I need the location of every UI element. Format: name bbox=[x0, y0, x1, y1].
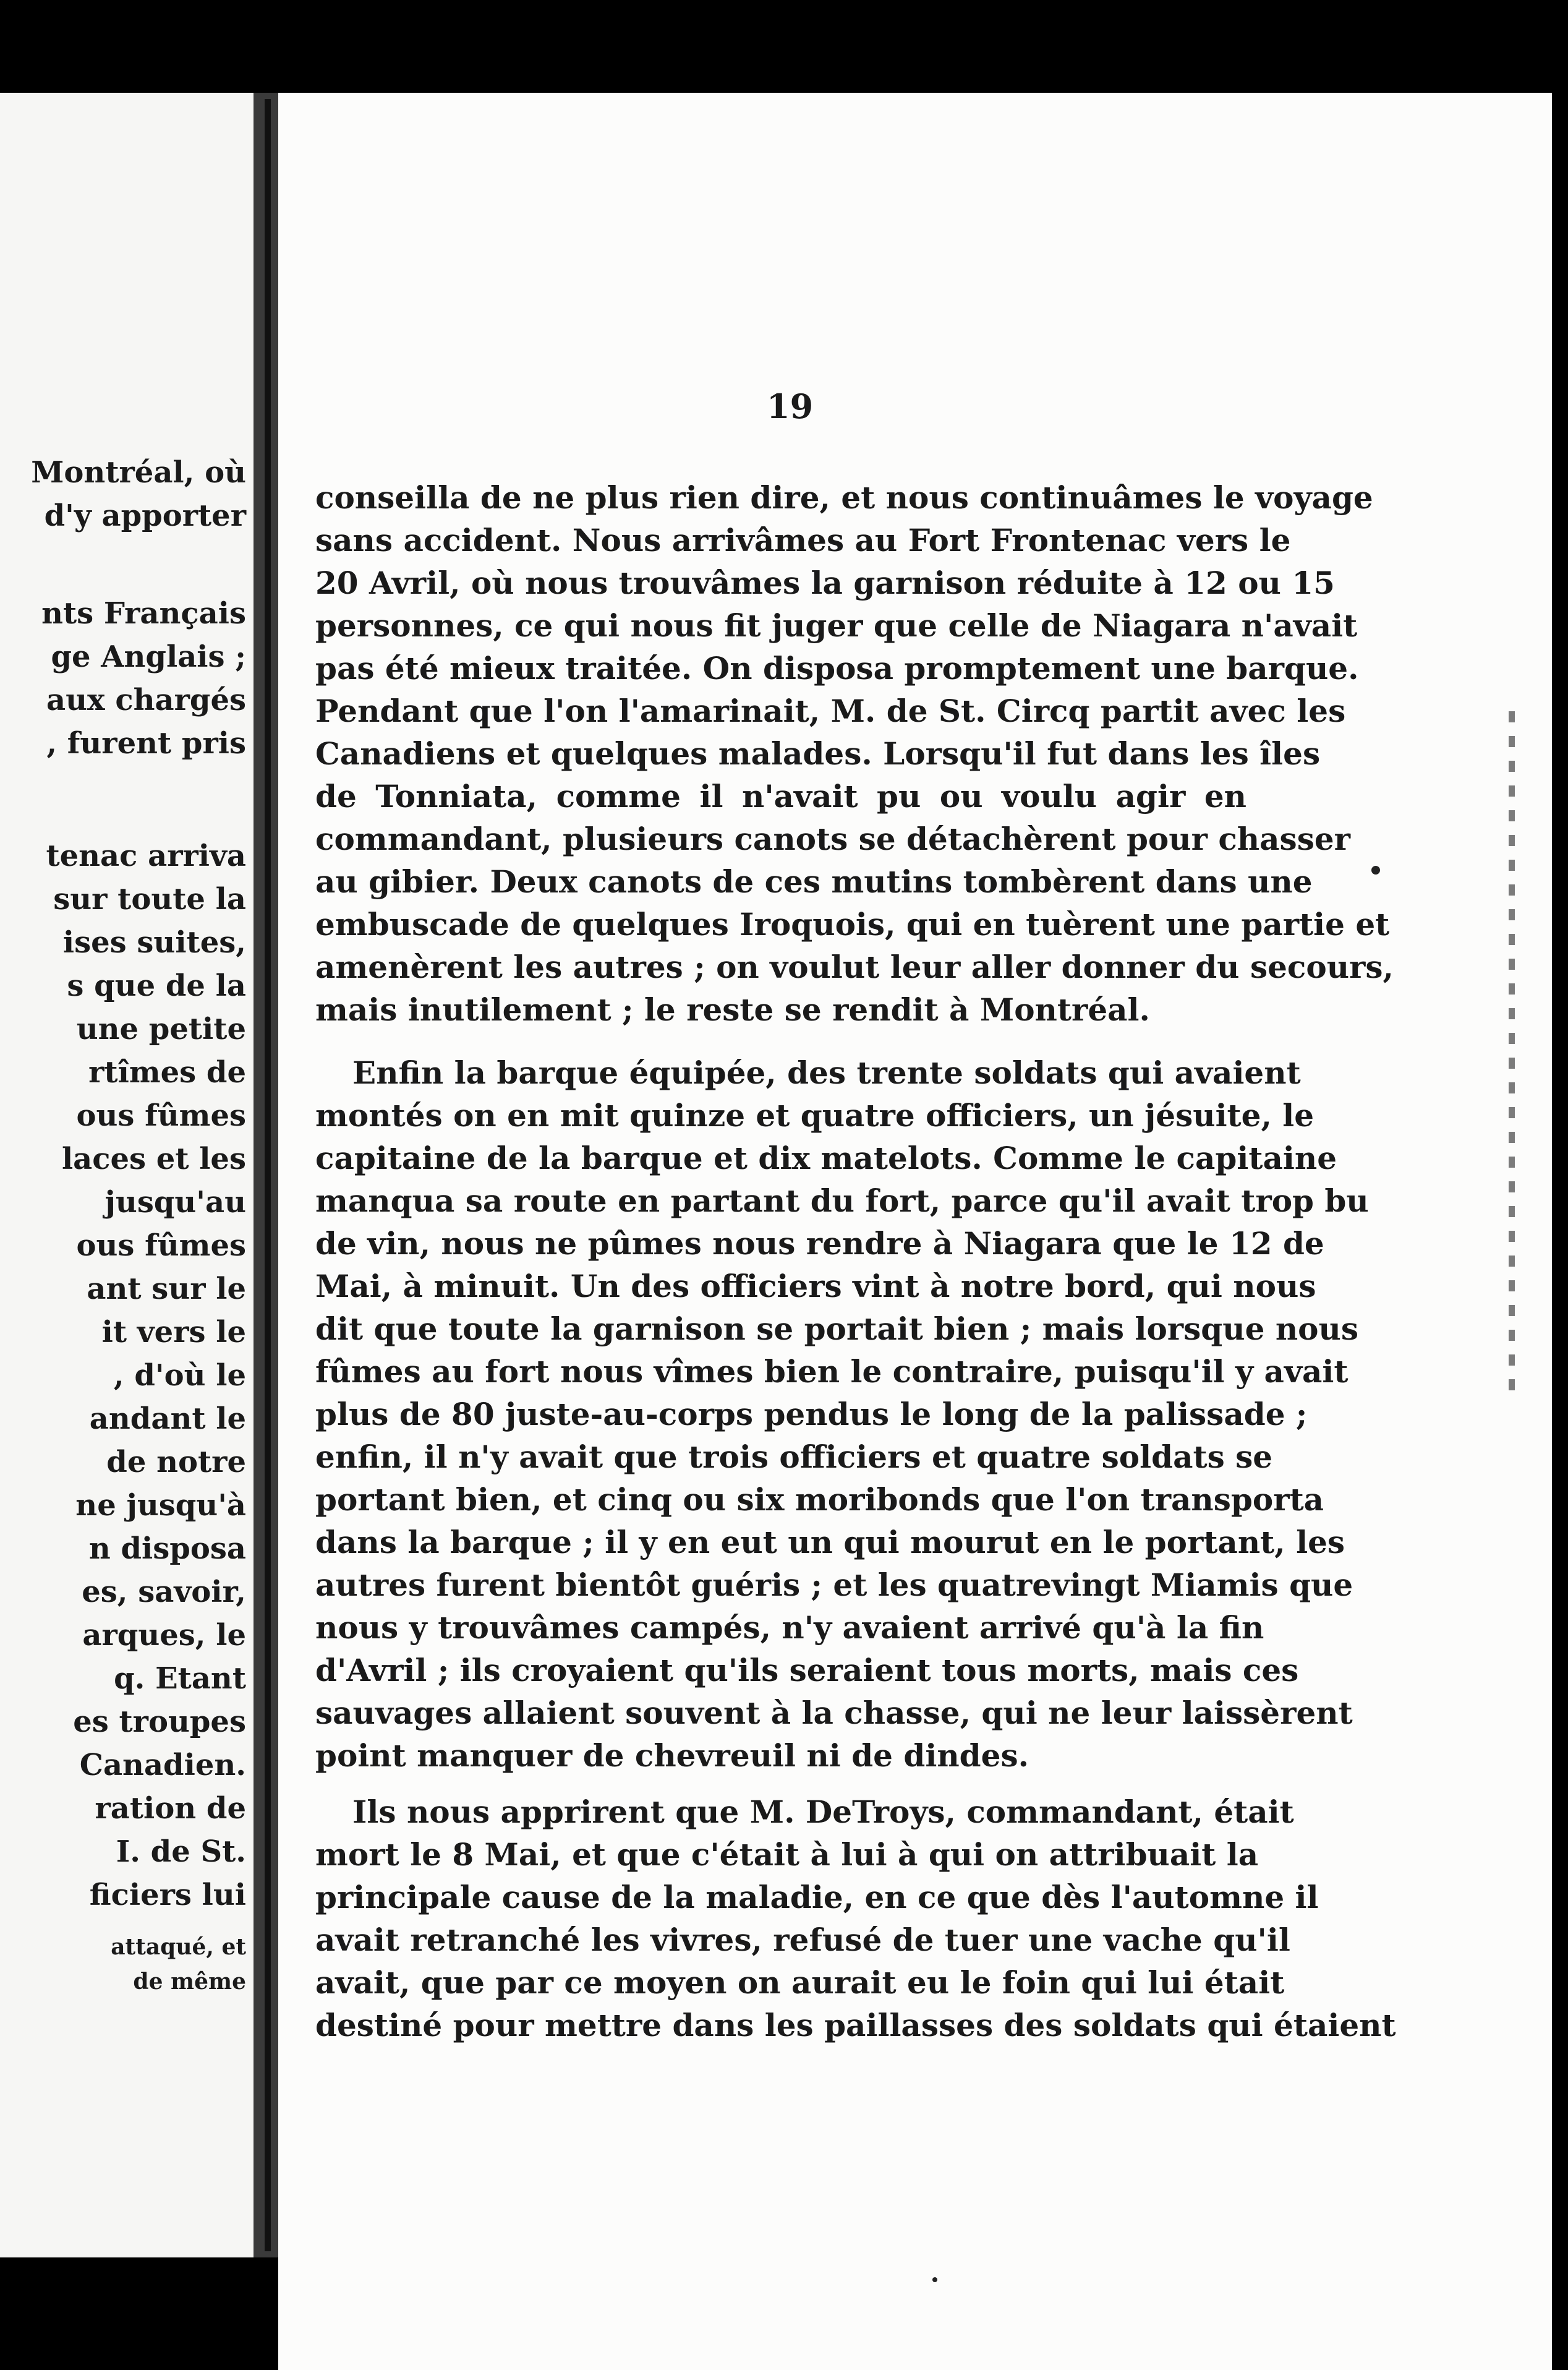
facing-page-line: , d'où le bbox=[113, 1358, 246, 1393]
text-line: Canadiens et quelques malades. Lorsqu'il fut dans les îles bbox=[315, 735, 1321, 772]
facing-page-line: jusqu'au bbox=[104, 1185, 246, 1220]
facing-page-line: d'y apporter bbox=[44, 498, 246, 533]
paragraph-1 bbox=[315, 476, 1394, 1031]
text-line: embuscade de quelques Iroquois, qui en tuèrent une partie et bbox=[315, 906, 1390, 943]
facing-page-line: ficiers lui bbox=[89, 1878, 246, 1912]
facing-page-line: laces et les bbox=[61, 1142, 246, 1176]
facing-page-line: ises suites, bbox=[62, 925, 246, 960]
facing-page-footnote: de même bbox=[133, 1969, 246, 1995]
facing-page-line: it vers le bbox=[101, 1315, 246, 1350]
text-line: Pendant que l'on l'amarinait, M. de St. Circq partit avec les bbox=[315, 693, 1346, 729]
book-spine-shadow bbox=[265, 99, 271, 2251]
text-line: point manquer de chevreuil ni de dindes. bbox=[315, 1737, 1029, 1774]
text-line: personnes, ce qui nous fit juger que celle de Niagara n'avait bbox=[315, 607, 1358, 644]
text-line: manqua sa route en partant du fort, parce qu'il avait trop bu bbox=[315, 1183, 1369, 1219]
facing-page-line: ge Anglais ; bbox=[51, 640, 246, 674]
facing-page-line: une petite bbox=[76, 1012, 246, 1046]
facing-page-line: s que de la bbox=[67, 969, 246, 1003]
ink-speck bbox=[932, 2277, 937, 2282]
text-line: pas été mieux traitée. On disposa promptement une barque. bbox=[315, 650, 1359, 687]
facing-page-footnote: attaqué, et bbox=[111, 1934, 246, 1960]
text-line: dans la barque ; il y en eut un qui mourut en le portant, les bbox=[315, 1524, 1345, 1560]
text-line: mort le 8 Mai, et que c'était à lui à qui on attribuait la bbox=[315, 1836, 1259, 1873]
facing-page-line: Canadien. bbox=[79, 1748, 246, 1782]
text-line: principale cause de la maladie, en ce que dès l'automne il bbox=[315, 1879, 1319, 1915]
text-line: capitaine de la barque et dix matelots. Comme le capitaine bbox=[315, 1140, 1337, 1176]
text-line: Ils nous apprirent que M. DeTroys, commandant, était bbox=[352, 1794, 1294, 1830]
text-line: de Tonniata, comme il n'avait pu ou voulu agir en bbox=[315, 778, 1246, 815]
text-line: de vin, nous ne pûmes nous rendre à Niagara que le 12 de bbox=[315, 1225, 1324, 1262]
facing-page-line: rtîmes de bbox=[88, 1055, 246, 1090]
facing-page-line: aux chargés bbox=[46, 683, 246, 717]
text-line: fûmes au fort nous vîmes bien le contraire, puisqu'il y avait bbox=[315, 1353, 1349, 1390]
facing-page-line: arques, le bbox=[82, 1618, 246, 1653]
facing-page-line: Montréal, où bbox=[31, 455, 246, 490]
text-line: Mai, à minuit. Un des officiers vint à notre bord, qui nous bbox=[315, 1268, 1316, 1304]
facing-page-line: ration de bbox=[95, 1791, 246, 1826]
text-line: mais inutilement ; le reste se rendit à Montréal. bbox=[315, 991, 1150, 1028]
text-line: d'Avril ; ils croyaient qu'ils seraient tous morts, mais ces bbox=[315, 1652, 1299, 1688]
text-line: nous y trouvâmes campés, n'y avaient arrivé qu'à la fin bbox=[315, 1609, 1264, 1646]
text-line: sans accident. Nous arrivâmes au Fort Frontenac vers le bbox=[315, 522, 1291, 558]
paragraph-2 bbox=[315, 1051, 1369, 1777]
facing-page-line: andant le bbox=[89, 1401, 246, 1436]
text-line: commandant, plusieurs canots se détachèrent pour chasser bbox=[315, 821, 1350, 857]
facing-page-line: q. Etant bbox=[114, 1661, 246, 1696]
text-line: amenèrent les autres ; on voulut leur aller donner du secours, bbox=[315, 949, 1394, 985]
text-line: Enfin la barque équipée, des trente soldats qui avaient bbox=[352, 1055, 1301, 1091]
text-line: enfin, il n'y avait que trois officiers et quatre soldats se bbox=[315, 1439, 1273, 1475]
text-line: montés on en mit quinze et quatre officiers, un jésuite, le bbox=[315, 1097, 1314, 1134]
text-line: conseilla de ne plus rien dire, et nous continuâmes le voyage bbox=[315, 479, 1373, 516]
facing-page-line: de notre bbox=[106, 1445, 246, 1479]
text-line: avait retranché les vivres, refusé de tuer une vache qu'il bbox=[315, 1922, 1290, 1958]
facing-page-line: I. de St. bbox=[116, 1834, 246, 1869]
paragraph-3 bbox=[315, 1790, 1396, 2047]
text-line: sauvages allaient souvent à la chasse, qui ne leur laissèrent bbox=[315, 1695, 1353, 1731]
text-line: avait, que par ce moyen on aurait eu le foin qui lui était bbox=[315, 1964, 1285, 2001]
text-line: portant bien, et cinq ou six moribonds que l'on transporta bbox=[315, 1481, 1324, 1518]
facing-page-line: n disposa bbox=[88, 1531, 246, 1566]
facing-page-line: tenac arriva bbox=[46, 839, 246, 873]
text-line: dit que toute la garnison se portait bien ; mais lorsque nous bbox=[315, 1311, 1359, 1347]
facing-page-line: es, savoir, bbox=[82, 1575, 246, 1609]
text-line: plus de 80 juste-au-corps pendus le long de la palissade ; bbox=[315, 1396, 1308, 1432]
text-line: 20 Avril, où nous trouvâmes la garnison réduite à 12 ou 15 bbox=[315, 565, 1335, 601]
facing-page-line: , furent pris bbox=[46, 726, 246, 761]
bleed-through-marks bbox=[1509, 711, 1515, 1404]
facing-page-line: ous fûmes bbox=[76, 1228, 246, 1263]
facing-page-line: es troupes bbox=[73, 1705, 246, 1739]
facing-page-line: nts Français bbox=[41, 596, 246, 631]
facing-page-line: ne jusqu'à bbox=[75, 1488, 246, 1523]
text-line: au gibier. Deux canots de ces mutins tombèrent dans une bbox=[315, 863, 1313, 900]
ink-speck bbox=[1371, 866, 1380, 875]
facing-page bbox=[0, 93, 254, 2257]
text-line: destiné pour mettre dans les paillasses des soldats qui étaient bbox=[315, 2007, 1396, 2043]
text-line: autres furent bientôt guéris ; et les quatrevingt Miamis que bbox=[315, 1567, 1353, 1603]
facing-page-line: sur toute la bbox=[53, 882, 246, 917]
facing-page-line: ant sur le bbox=[87, 1272, 246, 1306]
facing-page-line: ous fûmes bbox=[76, 1098, 246, 1133]
page-number: 19 bbox=[767, 387, 814, 426]
